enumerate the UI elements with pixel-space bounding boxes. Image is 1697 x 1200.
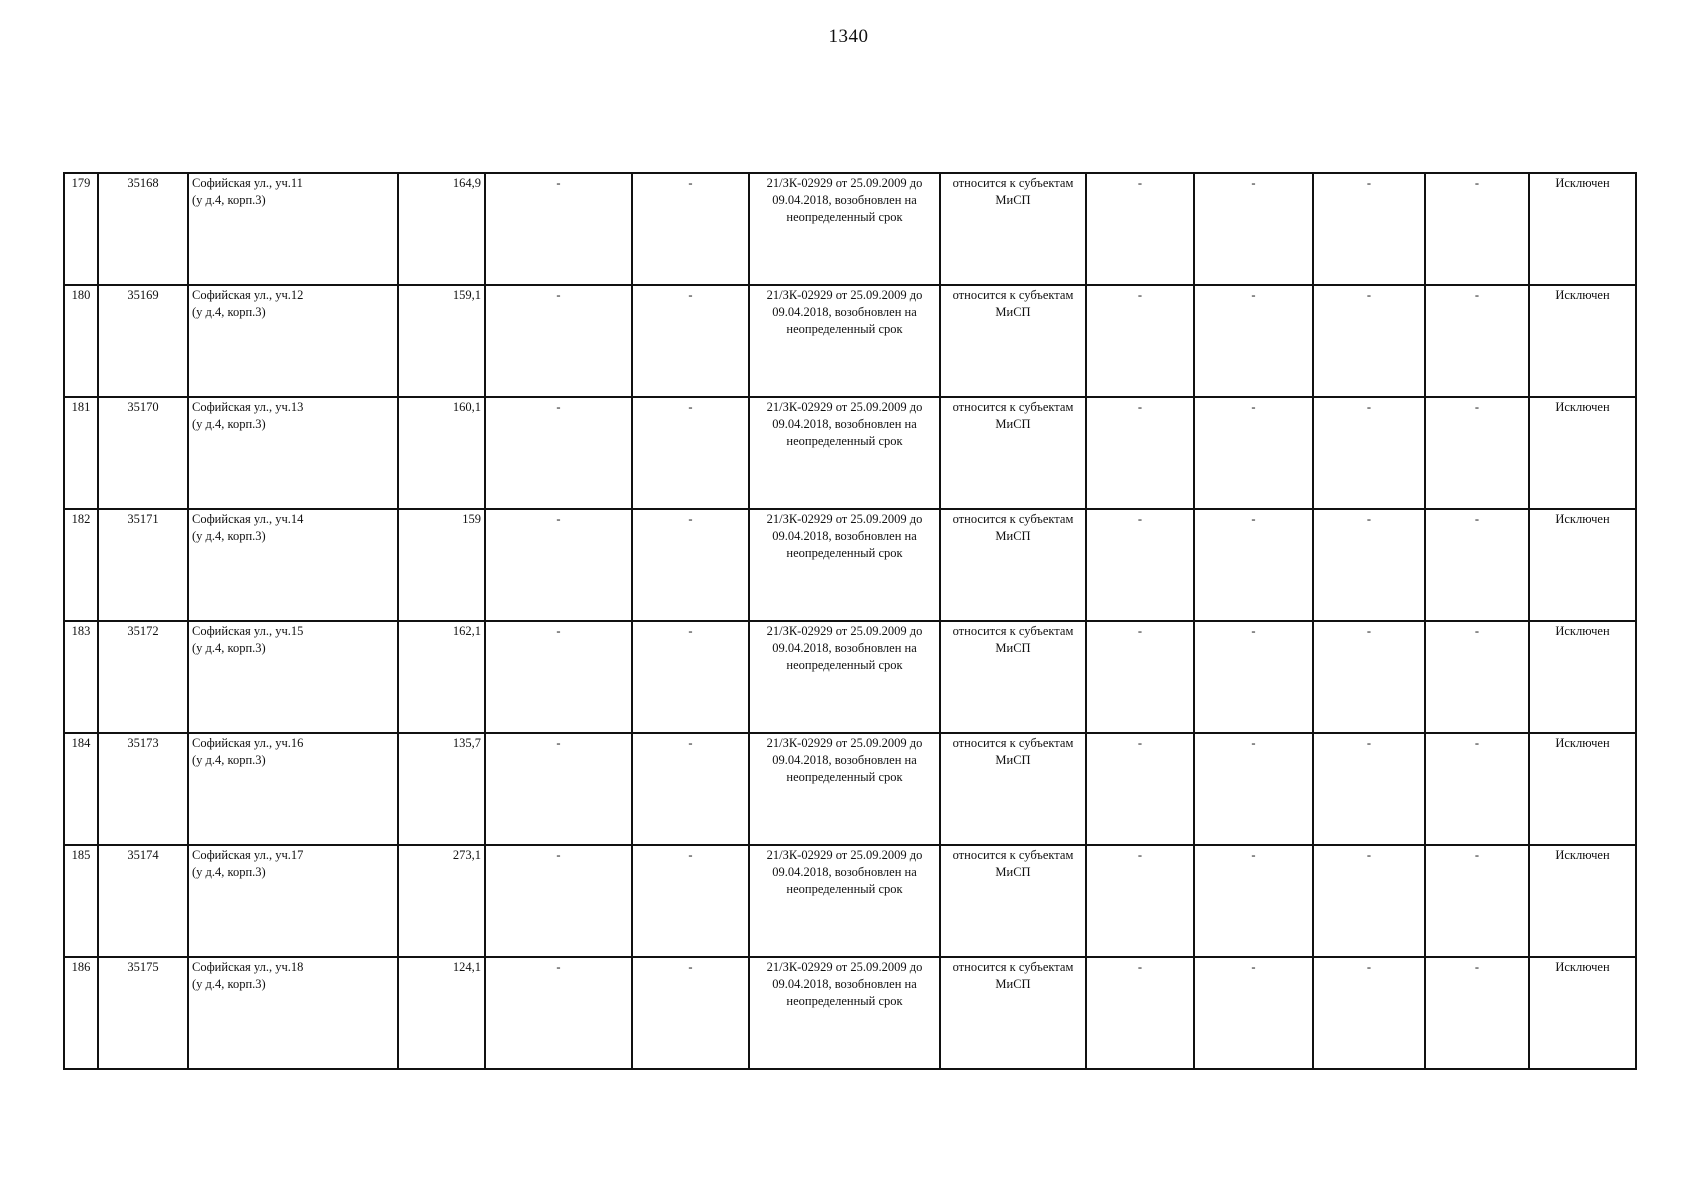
empty-value-cell: - — [632, 621, 749, 733]
empty-value-cell: - — [485, 397, 632, 509]
category-cell: относится к субъектам МиСП — [940, 957, 1086, 1069]
address-line-1: Софийская ул., уч.12 — [192, 288, 304, 302]
object-id-cell: 35175 — [98, 957, 188, 1069]
status-cell: Исключен — [1529, 509, 1636, 621]
address-cell — [188, 621, 398, 733]
object-id-cell: 35171 — [98, 509, 188, 621]
empty-value-cell: - — [1086, 509, 1194, 621]
empty-value-cell: - — [485, 845, 632, 957]
empty-value-cell: - — [1194, 621, 1313, 733]
contract-cell: 21/ЗК-02929 от 25.09.2009 до 09.04.2018, возобновлен на неопределенный срок — [749, 845, 940, 957]
empty-value-cell: - — [1425, 845, 1529, 957]
category-cell: относится к субъектам МиСП — [940, 397, 1086, 509]
address-line-1: Софийская ул., уч.16 — [192, 736, 304, 750]
row-number-cell: 186 — [64, 957, 98, 1069]
row-number-cell: 185 — [64, 845, 98, 957]
empty-value-cell: - — [485, 173, 632, 285]
empty-value-cell: - — [1425, 173, 1529, 285]
empty-value-cell: - — [485, 285, 632, 397]
empty-value-cell: - — [1086, 733, 1194, 845]
table-row — [64, 397, 1636, 509]
address-cell — [188, 173, 398, 285]
empty-value-cell: - — [1194, 397, 1313, 509]
area-cell: 160,1 — [398, 397, 485, 509]
address-cell — [188, 509, 398, 621]
empty-value-cell: - — [1086, 397, 1194, 509]
address-line-2: (у д.4, корп.3) — [192, 305, 266, 319]
empty-value-cell: - — [1313, 733, 1425, 845]
registry-table — [63, 172, 1637, 1070]
row-number-cell: 184 — [64, 733, 98, 845]
row-number-cell: 181 — [64, 397, 98, 509]
empty-value-cell: - — [1086, 845, 1194, 957]
empty-value-cell: - — [632, 397, 749, 509]
area-cell: 273,1 — [398, 845, 485, 957]
status-cell: Исключен — [1529, 957, 1636, 1069]
status-cell: Исключен — [1529, 621, 1636, 733]
address-cell — [188, 397, 398, 509]
address-cell — [188, 733, 398, 845]
category-cell: относится к субъектам МиСП — [940, 621, 1086, 733]
contract-cell: 21/ЗК-02929 от 25.09.2009 до 09.04.2018, возобновлен на неопределенный срок — [749, 509, 940, 621]
empty-value-cell: - — [1086, 173, 1194, 285]
address-line-2: (у д.4, корп.3) — [192, 193, 266, 207]
table-row — [64, 173, 1636, 285]
empty-value-cell: - — [632, 845, 749, 957]
row-number-cell: 180 — [64, 285, 98, 397]
empty-value-cell: - — [1425, 285, 1529, 397]
empty-value-cell: - — [1086, 285, 1194, 397]
category-cell: относится к субъектам МиСП — [940, 845, 1086, 957]
empty-value-cell: - — [1194, 845, 1313, 957]
empty-value-cell: - — [485, 957, 632, 1069]
table-row — [64, 509, 1636, 621]
empty-value-cell: - — [632, 173, 749, 285]
status-cell: Исключен — [1529, 845, 1636, 957]
contract-cell: 21/ЗК-02929 от 25.09.2009 до 09.04.2018, возобновлен на неопределенный срок — [749, 621, 940, 733]
category-cell: относится к субъектам МиСП — [940, 733, 1086, 845]
empty-value-cell: - — [1313, 509, 1425, 621]
row-number-cell: 182 — [64, 509, 98, 621]
address-cell — [188, 957, 398, 1069]
empty-value-cell: - — [1425, 509, 1529, 621]
page-number: 1340 — [828, 26, 869, 47]
empty-value-cell: - — [1425, 621, 1529, 733]
object-id-cell: 35169 — [98, 285, 188, 397]
category-cell: относится к субъектам МиСП — [940, 285, 1086, 397]
address-line-2: (у д.4, корп.3) — [192, 865, 266, 879]
empty-value-cell: - — [1425, 397, 1529, 509]
status-cell: Исключен — [1529, 733, 1636, 845]
status-cell: Исключен — [1529, 397, 1636, 509]
address-line-2: (у д.4, корп.3) — [192, 977, 266, 991]
empty-value-cell: - — [1313, 845, 1425, 957]
object-id-cell: 35174 — [98, 845, 188, 957]
empty-value-cell: - — [485, 733, 632, 845]
category-cell: относится к субъектам МиСП — [940, 173, 1086, 285]
empty-value-cell: - — [1313, 957, 1425, 1069]
table-row — [64, 621, 1636, 733]
row-number-cell: 179 — [64, 173, 98, 285]
area-cell: 124,1 — [398, 957, 485, 1069]
area-cell: 159 — [398, 509, 485, 621]
table-row — [64, 733, 1636, 845]
empty-value-cell: - — [632, 509, 749, 621]
empty-value-cell: - — [485, 509, 632, 621]
address-line-1: Софийская ул., уч.15 — [192, 624, 304, 638]
empty-value-cell: - — [1086, 957, 1194, 1069]
empty-value-cell: - — [485, 621, 632, 733]
empty-value-cell: - — [1194, 957, 1313, 1069]
address-line-1: Софийская ул., уч.18 — [192, 960, 304, 974]
empty-value-cell: - — [1194, 509, 1313, 621]
empty-value-cell: - — [1194, 285, 1313, 397]
address-line-1: Софийская ул., уч.11 — [192, 176, 303, 190]
category-cell: относится к субъектам МиСП — [940, 509, 1086, 621]
empty-value-cell: - — [1313, 173, 1425, 285]
table-row — [64, 845, 1636, 957]
contract-cell: 21/ЗК-02929 от 25.09.2009 до 09.04.2018, возобновлен на неопределенный срок — [749, 397, 940, 509]
address-line-1: Софийская ул., уч.14 — [192, 512, 304, 526]
empty-value-cell: - — [1425, 733, 1529, 845]
area-cell: 164,9 — [398, 173, 485, 285]
empty-value-cell: - — [1313, 621, 1425, 733]
address-cell — [188, 285, 398, 397]
object-id-cell: 35170 — [98, 397, 188, 509]
status-cell: Исключен — [1529, 285, 1636, 397]
address-line-2: (у д.4, корп.3) — [192, 529, 266, 543]
empty-value-cell: - — [1313, 397, 1425, 509]
object-id-cell: 35172 — [98, 621, 188, 733]
empty-value-cell: - — [632, 957, 749, 1069]
area-cell: 159,1 — [398, 285, 485, 397]
address-line-1: Софийская ул., уч.13 — [192, 400, 304, 414]
empty-value-cell: - — [1425, 957, 1529, 1069]
table-row — [64, 957, 1636, 1069]
empty-value-cell: - — [632, 285, 749, 397]
address-line-2: (у д.4, корп.3) — [192, 753, 266, 767]
row-number-cell: 183 — [64, 621, 98, 733]
contract-cell: 21/ЗК-02929 от 25.09.2009 до 09.04.2018, возобновлен на неопределенный срок — [749, 733, 940, 845]
address-line-2: (у д.4, корп.3) — [192, 641, 266, 655]
table-row — [64, 285, 1636, 397]
empty-value-cell: - — [632, 733, 749, 845]
contract-cell: 21/ЗК-02929 от 25.09.2009 до 09.04.2018, возобновлен на неопределенный срок — [749, 173, 940, 285]
registry-table-body — [64, 173, 1636, 1069]
address-line-2: (у д.4, корп.3) — [192, 417, 266, 431]
contract-cell: 21/ЗК-02929 от 25.09.2009 до 09.04.2018, возобновлен на неопределенный срок — [749, 957, 940, 1069]
status-cell: Исключен — [1529, 173, 1636, 285]
address-line-1: Софийская ул., уч.17 — [192, 848, 304, 862]
address-cell — [188, 845, 398, 957]
contract-cell: 21/ЗК-02929 от 25.09.2009 до 09.04.2018, возобновлен на неопределенный срок — [749, 285, 940, 397]
object-id-cell: 35168 — [98, 173, 188, 285]
empty-value-cell: - — [1194, 173, 1313, 285]
empty-value-cell: - — [1194, 733, 1313, 845]
area-cell: 162,1 — [398, 621, 485, 733]
area-cell: 135,7 — [398, 733, 485, 845]
empty-value-cell: - — [1086, 621, 1194, 733]
object-id-cell: 35173 — [98, 733, 188, 845]
empty-value-cell: - — [1313, 285, 1425, 397]
